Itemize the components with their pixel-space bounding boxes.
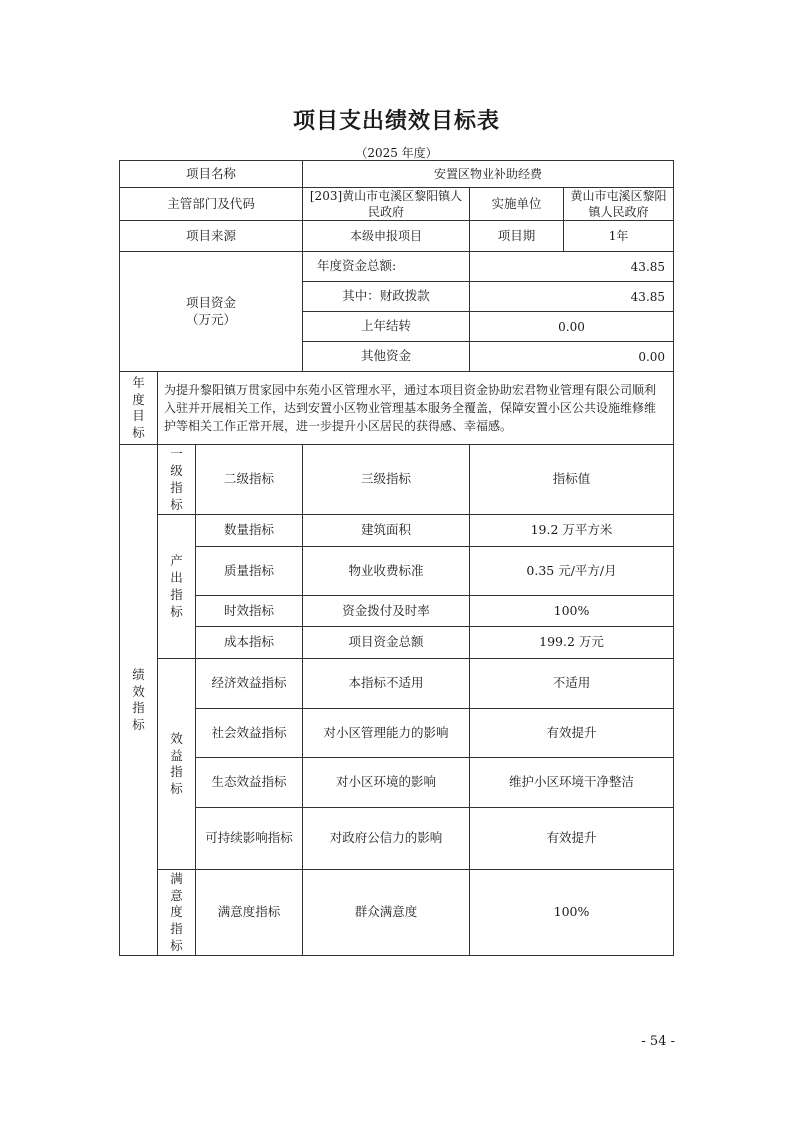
satisfaction-value: 100% [470, 870, 674, 956]
table-row [120, 627, 674, 659]
table-row [120, 596, 674, 627]
output-level3: 物业收费标准 [303, 547, 470, 596]
department-value: [203]黄山市屯溪区黎阳镇人民政府 [303, 188, 470, 221]
header-level1 [158, 445, 196, 515]
benefit-level3: 对小区管理能力的影响 [303, 709, 470, 758]
satisfaction-indicators-label [158, 870, 196, 956]
funds-other-label: 其他资金 [303, 342, 470, 372]
page-number: - 54 - [641, 1034, 675, 1049]
benefit-value: 有效提升 [470, 709, 674, 758]
annual-goal-label [120, 372, 158, 445]
funds-fiscal-value: 43.85 [470, 282, 674, 312]
output-indicators-label [158, 515, 196, 659]
indicators-label [120, 445, 158, 956]
benefit-level3: 对政府公信力的影响 [303, 808, 470, 870]
table-row [120, 547, 674, 596]
output-level2: 数量指标 [196, 515, 303, 547]
table-row [120, 709, 674, 758]
output-value: 19.2 万平方米 [470, 515, 674, 547]
output-level2: 时效指标 [196, 596, 303, 627]
row-project-name [120, 161, 674, 188]
benefit-level2: 社会效益指标 [196, 709, 303, 758]
table-row [120, 758, 674, 808]
funds-carryover-label: 上年结转 [303, 312, 470, 342]
benefit-value: 不适用 [470, 659, 674, 709]
satisfaction-indicators-label-text: 满 意 度 指 标 [170, 870, 183, 954]
row-department [120, 188, 674, 221]
output-level2: 成本指标 [196, 627, 303, 659]
benefit-indicators-label [158, 659, 196, 870]
output-level2: 质量指标 [196, 547, 303, 596]
output-indicators-label-text: 产 出 指 标 [170, 553, 183, 619]
header-value: 指标值 [470, 445, 674, 515]
funds-carryover-value: 0.00 [470, 312, 674, 342]
output-level3: 项目资金总额 [303, 627, 470, 659]
department-label: 主管部门及代码 [120, 188, 303, 221]
output-value: 100% [470, 596, 674, 627]
implementing-unit-label: 实施单位 [470, 188, 564, 221]
performance-target-table [119, 160, 674, 956]
fiscal-year: （2025 年度） [355, 146, 438, 160]
satisfaction-level3: 群众满意度 [303, 870, 470, 956]
benefit-level3: 对小区环境的影响 [303, 758, 470, 808]
funds-fiscal-label: 其中：财政拨款 [303, 282, 470, 312]
indicators-label-text: 绩 效 指 标 [132, 666, 145, 733]
row-indicator-header [120, 445, 674, 515]
source-value: 本级申报项目 [303, 221, 470, 252]
header-level3: 三级指标 [303, 445, 470, 515]
funds-total-value: 43.85 [470, 252, 674, 282]
benefit-level2: 经济效益指标 [196, 659, 303, 709]
table-row [120, 515, 674, 547]
output-value: 199.2 万元 [470, 627, 674, 659]
header-level1-text: 一 级 指 标 [170, 446, 183, 512]
row-source [120, 221, 674, 252]
table-row [120, 659, 674, 709]
table-row [120, 870, 674, 956]
period-value: 1年 [564, 221, 674, 252]
funds-other-value: 0.00 [470, 342, 674, 372]
project-name-label: 项目名称 [120, 161, 303, 188]
output-value: 0.35 元/平方/月 [470, 547, 674, 596]
implementing-unit-value: 黄山市屯溪区黎阳镇人民政府 [564, 188, 674, 221]
benefit-indicators-label-text: 效 益 指 标 [170, 730, 183, 797]
benefit-level2: 生态效益指标 [196, 758, 303, 808]
benefit-level2: 可持续影响指标 [196, 808, 303, 870]
source-label: 项目来源 [120, 221, 303, 252]
funds-total-label: 年度资金总额: [303, 252, 470, 282]
annual-goal-text: 为提升黎阳镇万贯家园中东苑小区管理水平，通过本项目资金协助宏君物业管理有限公司顺利入驻并开展相关工作，达到安置小区物业管理基本服务全覆盖，保障安置小区公共设施维修维护等相关工作正常开展，进一步提升小区居民的获得感、幸福感。 [158, 372, 674, 445]
row-annual-goal [120, 372, 674, 445]
benefit-value: 有效提升 [470, 808, 674, 870]
funds-unit: （万元） [186, 311, 237, 327]
benefit-value: 维护小区环境干净整洁 [470, 758, 674, 808]
project-name-value: 安置区物业补助经费 [303, 161, 674, 188]
header-level2: 二级指标 [196, 445, 303, 515]
satisfaction-level2: 满意度指标 [196, 870, 303, 956]
funds-label-cell [120, 252, 303, 372]
period-label: 项目期 [470, 221, 564, 252]
annual-goal-label-text: 年 度 目 标 [132, 374, 145, 441]
table-row [120, 808, 674, 870]
funds-label: 项目资金 [186, 295, 237, 310]
benefit-level3: 本指标不适用 [303, 659, 470, 709]
output-level3: 建筑面积 [303, 515, 470, 547]
output-level3: 资金拨付及时率 [303, 596, 470, 627]
row-funds-total [120, 252, 674, 282]
document-title: 项目支出绩效目标表 [292, 108, 500, 134]
